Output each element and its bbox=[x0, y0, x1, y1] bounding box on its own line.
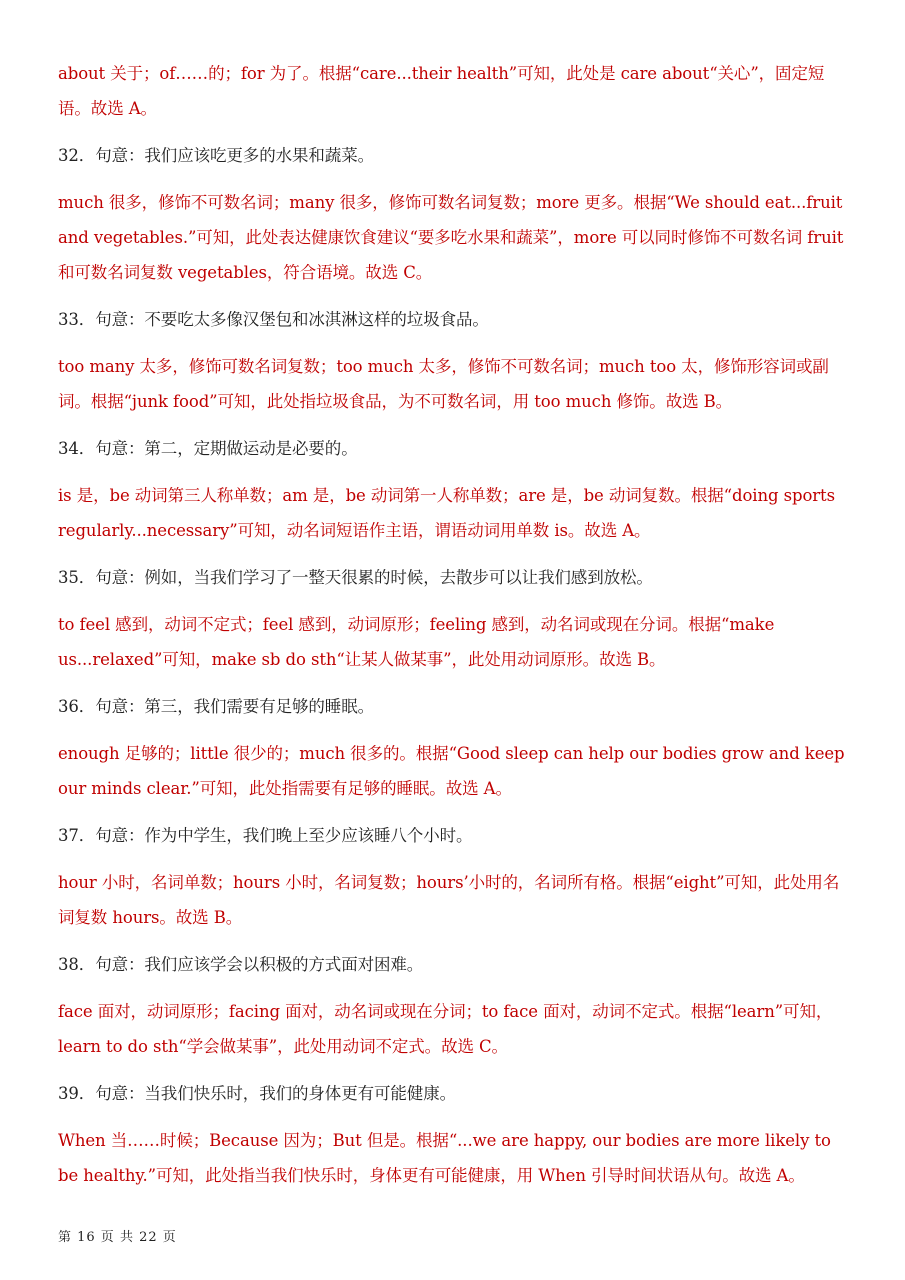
page-number-footer: 第 16 页 共 22 页 bbox=[58, 1230, 177, 1245]
explanation-32: much 很多，修饰不可数名词；many 很多，修饰可数名词复数；more 更多。根据“We should eat...fruit and vegetables.”可知，此处表达健康饮食建议“要多吃水果和蔬菜”，more 可以同时修饰不可数名词 fruit 和可数名词复数 vegetables，符合语境。故选 C。 bbox=[58, 193, 844, 282]
question-38-translation: 38．句意：我们应该学会以积极的方式面对困难。 bbox=[58, 955, 424, 974]
question-33-translation: 33．句意：不要吃太多像汉堡包和冰淇淋这样的垃圾食品。 bbox=[58, 310, 489, 329]
explanation-34: is 是，be 动词第三人称单数；am 是，be 动词第一人称单数；are 是，be 动词复数。根据“doing sports regularly...necessary”可知，动名词短语作主语，谓语动词用单数 is。故选 A。 bbox=[58, 486, 835, 540]
answer-explanations bbox=[58, 56, 848, 1205]
question-32-translation: 32．句意：我们应该吃更多的水果和蔬菜。 bbox=[58, 146, 374, 165]
explanation-39: When 当……时候；Because 因为；But 但是。根据“...we are happy, our bodies are more likely to be healthy.”可知，此处指当我们快乐时，身体更有可能健康，用 When 引导时间状语从句。故选 A。 bbox=[58, 1131, 831, 1185]
explanation-31-tail: about 关于；of……的；for 为了。根据“care...their health”可知，此处是 care about“关心”，固定短语。故选 A。 bbox=[58, 64, 825, 118]
question-37-translation: 37．句意：作为中学生，我们晚上至少应该睡八个小时。 bbox=[58, 826, 473, 845]
explanation-38: face 面对，动词原形；facing 面对，动名词或现在分词；to face 面对，动词不定式。根据“learn”可知，learn to do sth“学会做某事”，此处用动词不定式。故选 C。 bbox=[58, 1002, 833, 1056]
question-39-translation: 39．句意：当我们快乐时，我们的身体更有可能健康。 bbox=[58, 1084, 456, 1103]
question-34-translation: 34．句意：第二，定期做运动是必要的。 bbox=[58, 439, 358, 458]
explanation-35: to feel 感到，动词不定式；feel 感到，动词原形；feeling 感到，动名词或现在分词。根据“make us...relaxed”可知，make sb do sth“让某人做某事”，此处用动词原形。故选 B。 bbox=[58, 615, 775, 669]
question-35-translation: 35．句意：例如，当我们学习了一整天很累的时候，去散步可以让我们感到放松。 bbox=[58, 568, 653, 587]
explanation-33: too many 太多，修饰可数名词复数；too much 太多，修饰不可数名词；much too 太，修饰形容词或副词。根据“junk food”可知，此处指垃圾食品，为不可数名词，用 too much 修饰。故选 B。 bbox=[58, 357, 829, 411]
explanation-36: enough 足够的；little 很少的；much 很多的。根据“Good sleep can help our bodies grow and keep our minds clear.”可知，此处指需要有足够的睡眠。故选 A。 bbox=[58, 744, 845, 798]
explanation-37: hour 小时，名词单数；hours 小时，名词复数；hours’小时的，名词所有格。根据“eight”可知，此处用名词复数 hours。故选 B。 bbox=[58, 873, 840, 927]
question-36-translation: 36．句意：第三，我们需要有足够的睡眠。 bbox=[58, 697, 374, 716]
